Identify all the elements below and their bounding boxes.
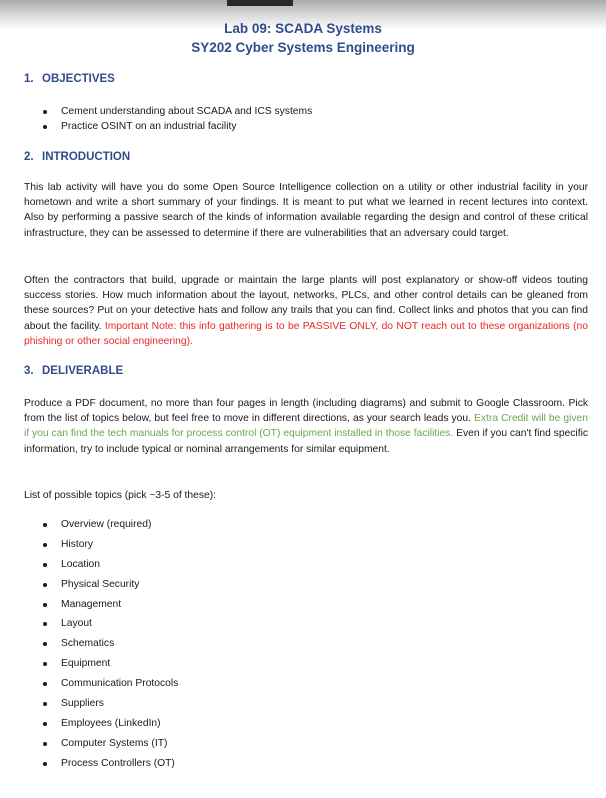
deliverable-paragraph xyxy=(24,396,588,457)
list-item: Location xyxy=(0,555,178,575)
list-item: Layout xyxy=(0,614,178,634)
section-heading-objectives xyxy=(24,73,115,85)
extra-credit-note: Extra Credit will be given if you can find the tech manuals for process control (OT) equipment installed in those facilities. xyxy=(24,413,589,440)
list-item: Computer Systems (IT) xyxy=(0,734,178,754)
section-title: DELIVERABLE xyxy=(42,365,124,377)
introduction-paragraph-1: This lab activity will have you do some Open Source Intelligence collection on a utility or other industrial facility in your hometown and write a short summary of your findings. It is meant to put what we learned in recent lectures into context. Also by performing a passive search of the kinds of information available regarding the design and control of these critical infrastructure, they can be assessed to determine if there are vulnerabilities that an adversary could target. xyxy=(24,182,588,239)
introduction-paragraph-2 xyxy=(24,273,588,349)
section-heading-deliverable xyxy=(24,365,123,377)
list-item: Suppliers xyxy=(0,694,178,714)
section-heading-introduction xyxy=(24,151,130,163)
paragraph-text: Often the contractors that build, upgrade or maintain the large plants will post explanatory or show-off videos touting success stories. How much information about the layout, networks, PLCs, and other control details can be gleaned from these sources? Put on your detective hats and follow any trails that you can find. Collect links and photos that you can find about the facility. xyxy=(24,275,588,332)
section-number: 1. xyxy=(24,73,34,85)
list-item: Equipment xyxy=(0,654,178,674)
section-title: INTRODUCTION xyxy=(42,151,131,163)
list-item: Process Controllers (OT) xyxy=(0,754,178,774)
list-item: Overview (required) xyxy=(0,515,178,535)
document-subtitle: SY202 Cyber Systems Engineering xyxy=(191,40,415,55)
list-item: Cement understanding about SCADA and ICS systems xyxy=(0,104,312,119)
section-number: 2. xyxy=(24,151,34,163)
list-item: Employees (LinkedIn) xyxy=(0,714,178,734)
list-item: Communication Protocols xyxy=(0,674,178,694)
list-item: Management xyxy=(0,595,178,615)
topics-list xyxy=(0,515,178,774)
paragraph-text: Produce a PDF document, no more than four pages in length (including diagrams) and submit to Google Classroom. Pick from the list of topics below, but feel free to move in different directions, as your search leads you. xyxy=(24,398,588,425)
list-item: History xyxy=(0,535,178,555)
list-item: Schematics xyxy=(0,634,178,654)
list-item: Practice OSINT on an industrial facility xyxy=(0,119,312,134)
document-title: Lab 09: SCADA Systems xyxy=(224,21,382,36)
section-number: 3. xyxy=(24,365,34,377)
passive-only-warning: Important Note: this info gathering is to be PASSIVE ONLY, do NOT reach out to these organizations (no phishing or other social engineering). xyxy=(24,320,589,347)
list-item: Physical Security xyxy=(0,575,178,595)
topics-intro: List of possible topics (pick ~3-5 of these): xyxy=(24,490,217,501)
paragraph-text: Even if you can't find specific information, try to include typical or nominal arrangements for similar equipment. xyxy=(24,428,588,455)
viewer-toolbar-tab[interactable] xyxy=(227,0,293,6)
objectives-list xyxy=(0,104,312,134)
section-title: OBJECTIVES xyxy=(42,73,115,85)
